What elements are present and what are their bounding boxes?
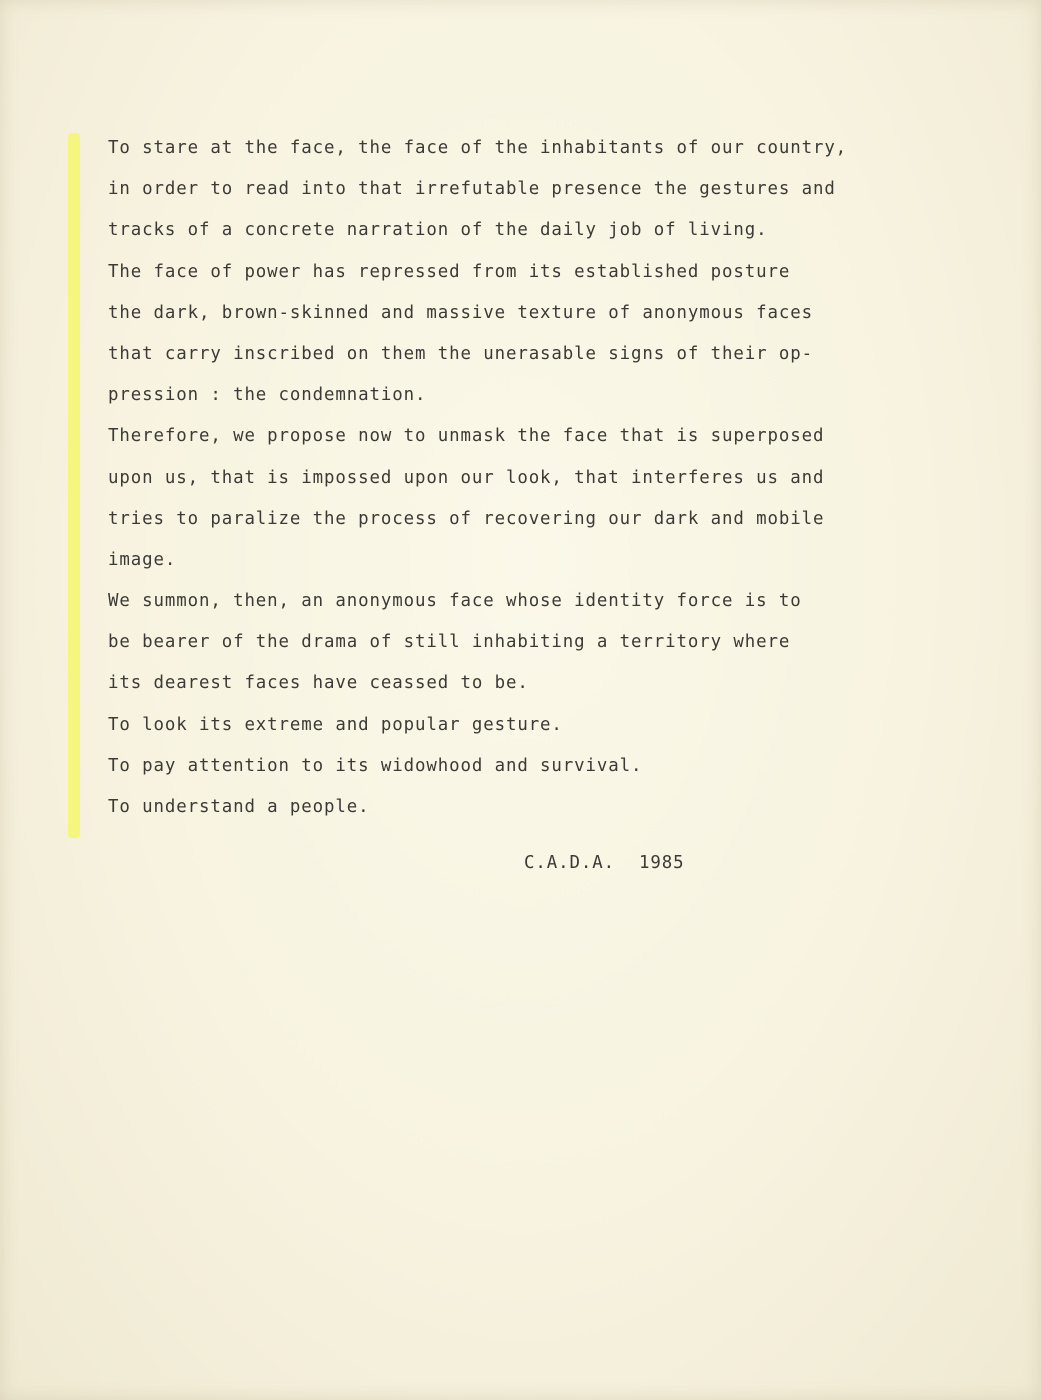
- text-line: We summon, then, an anonymous face whose identity force is to: [108, 591, 802, 612]
- text-line: Therefore, we propose now to unmask the face that is superposed: [108, 426, 825, 447]
- text-line: To stare at the face, the face of the inhabitants of our country,: [108, 138, 848, 158]
- text-line: pression : the condemnation.: [108, 385, 427, 406]
- text-line: To understand a people.: [108, 797, 370, 817]
- text-line: in order to read into that irrefutable presence the gestures and: [108, 179, 836, 200]
- text-line: tracks of a concrete narration of the daily job of living.: [108, 220, 768, 241]
- signature-line: [524, 853, 684, 873]
- text-line: The face of power has repressed from its established posture: [108, 261, 791, 282]
- text-line: be bearer of the drama of still inhabiting a territory where: [108, 632, 791, 653]
- text-line: image.: [108, 549, 177, 570]
- text-line: the dark, brown-skinned and massive texture of anonymous faces: [108, 302, 813, 323]
- signature-author: C.A.D.A.: [524, 853, 615, 873]
- text-line: To look its extreme and popular gesture.: [108, 714, 563, 735]
- text-line: tries to paralize the process of recovering our dark and mobile: [108, 508, 825, 529]
- text-line: To pay attention to its widowhood and survival.: [108, 755, 643, 776]
- text-line: upon us, that is impossed upon our look, that interferes us and: [108, 467, 825, 488]
- highlighter-mark: [68, 133, 80, 838]
- statement-text: [108, 128, 1008, 828]
- text-line: its dearest faces have ceassed to be.: [108, 673, 529, 694]
- signature-year: 1985: [638, 853, 685, 873]
- text-line: that carry inscribed on them the unerasable signs of their op-: [108, 343, 813, 364]
